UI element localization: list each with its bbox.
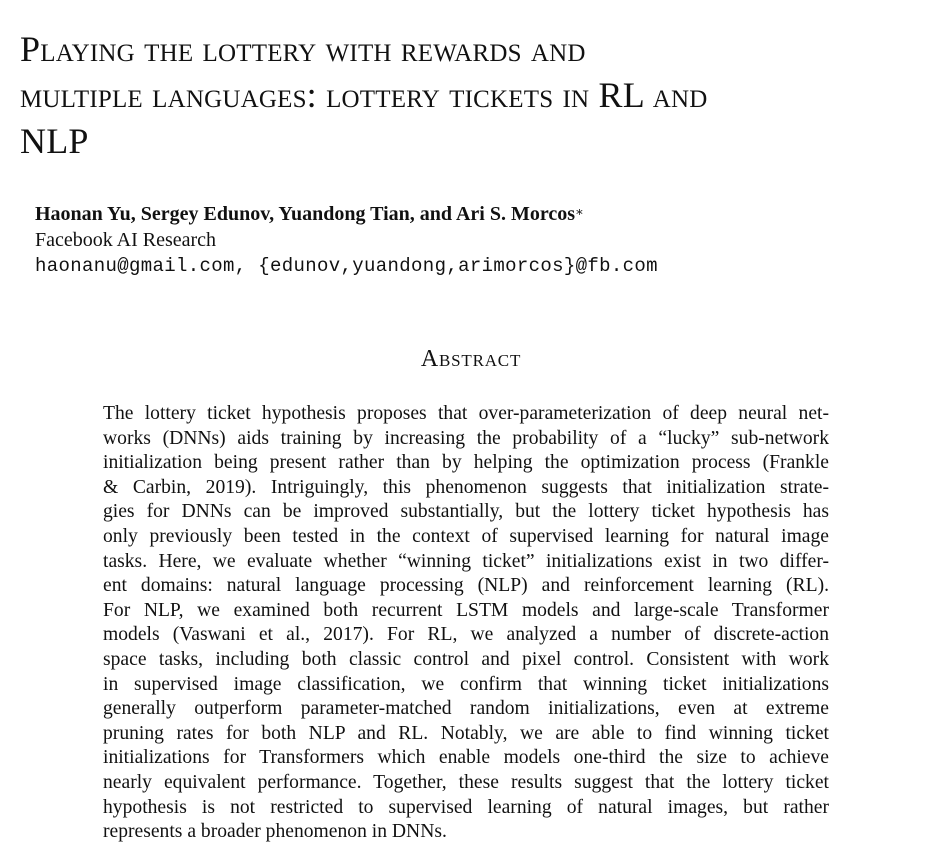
abstract-line: initializations for Transformers which enable models one-third the size to achieve [103, 747, 829, 769]
abstract-line: hypothesis is not restricted to supervised learning of natural images, but rather [103, 796, 829, 818]
abstract-line: works (DNNs) aids training by increasing the probability of a “lucky” sub-network [103, 427, 829, 449]
abstract-line: & Carbin, 2019). Intriguingly, this phenomenon suggests that initialization strate- [103, 476, 829, 498]
abstract-body [103, 402, 829, 845]
abstract-line: ent domains: natural language processing (NLP) and reinforcement learning (RL). [103, 575, 829, 597]
abstract-line: generally outperform parameter-matched random initializations, even at extreme [103, 698, 829, 720]
title-line: Playing the lottery with rewards and [20, 29, 586, 69]
author-emails: haonanu@gmail.com, {edunov,yuandong,arimorcos}@fb.com [35, 255, 658, 277]
abstract-heading: Abstract [420, 346, 522, 372]
abstract-line: space tasks, including both classic control and pixel control. Consistent with work [103, 648, 829, 670]
author-names: Haonan Yu, Sergey Edunov, Yuandong Tian, and Ari S. Morcos [35, 203, 575, 225]
abstract-line: represents a broader phenomenon in DNNs. [103, 821, 447, 843]
abstract-line: The lottery ticket hypothesis proposes that over-parameterization of deep neural net- [103, 403, 829, 424]
paper-title [20, 26, 935, 164]
abstract-line: pruning rates for both NLP and RL. Notably, we are able to find winning ticket [103, 722, 829, 744]
abstract-line: For NLP, we examined both recurrent LSTM models and large-scale Transformer [103, 599, 829, 621]
abstract-line: only previously been tested in the context of supervised learning for natural image [103, 525, 829, 547]
author-list [35, 201, 584, 227]
footnote-mark: ∗ [575, 204, 584, 219]
abstract-line: gies for DNNs can be improved substantially, but the lottery ticket hypothesis has [103, 501, 829, 523]
abstract-line: initialization being present rather than by helping the optimization process (Frankle [103, 452, 829, 474]
abstract-line: tasks. Here, we evaluate whether “winning ticket” initializations exist in two differ- [103, 550, 829, 572]
abstract-line: in supervised image classification, we confirm that winning ticket initializations [103, 673, 829, 695]
abstract-line: models (Vaswani et al., 2017). For RL, we analyzed a number of discrete-action [103, 624, 829, 646]
title-line: NLP [20, 121, 89, 161]
abstract-line: nearly equivalent performance. Together, these results suggest that the lottery ticket [103, 771, 829, 793]
affiliation: Facebook AI Research [35, 229, 217, 251]
title-line: multiple languages: lottery tickets in RL and [20, 75, 708, 115]
